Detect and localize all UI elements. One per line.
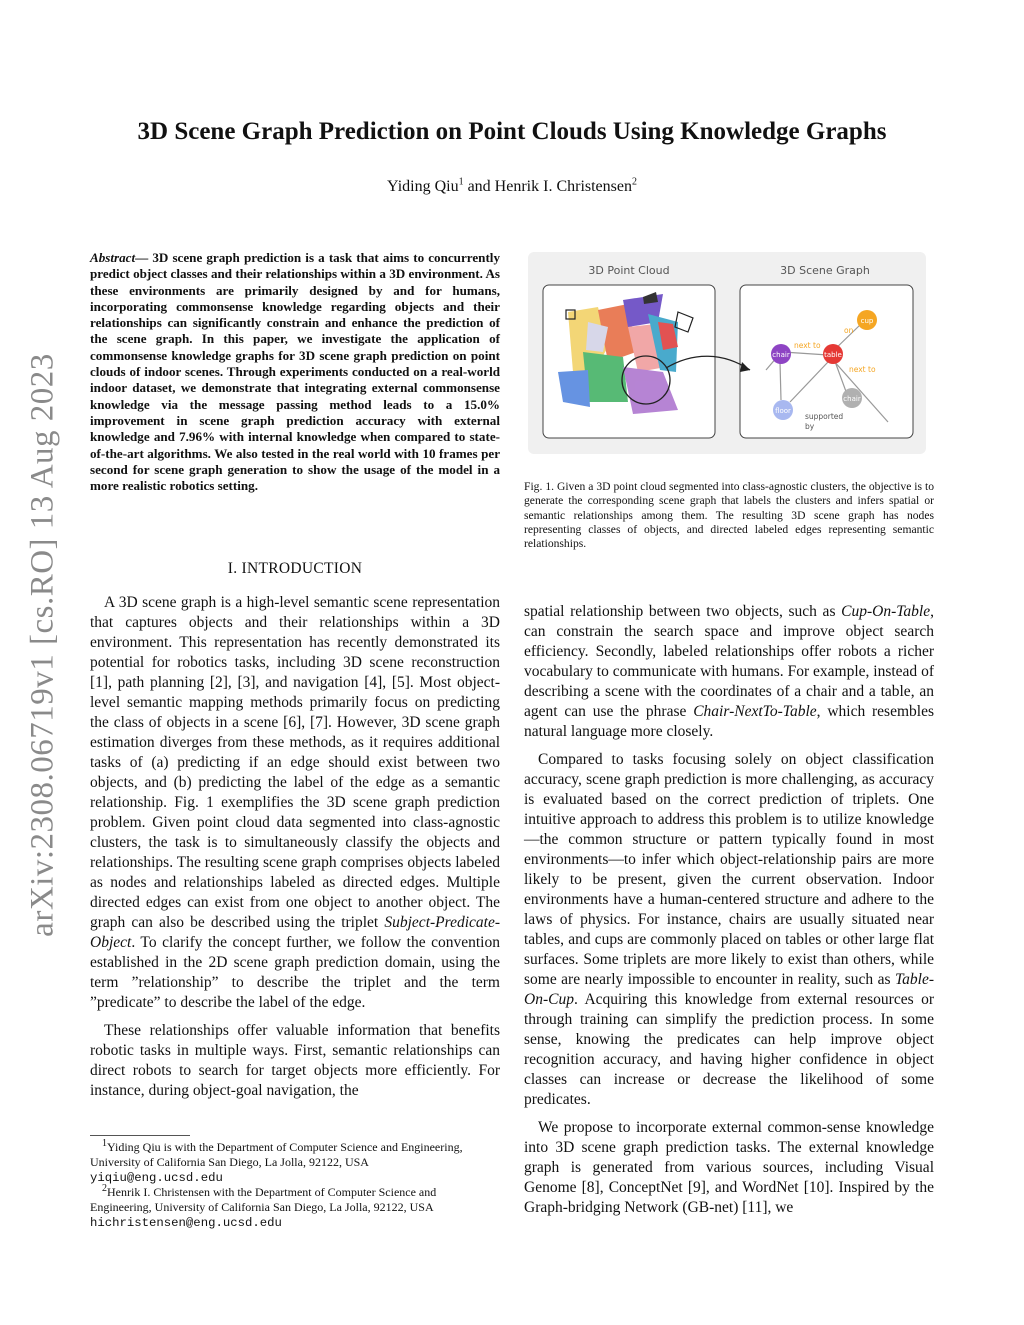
edge-next-to-1: next to — [794, 341, 821, 350]
section-heading-introduction: I. INTRODUCTION — [227, 560, 363, 577]
edge-on: on — [844, 326, 854, 335]
svg-text:table: table — [824, 351, 842, 359]
svg-text:chair: chair — [843, 395, 861, 403]
fig-left-title: 3D Point Cloud — [588, 264, 670, 277]
figure-1 — [528, 252, 926, 454]
svg-text:cup: cup — [860, 317, 874, 325]
svg-text:chair: chair — [772, 351, 790, 359]
intro-paragraph-1: A 3D scene graph is a high-level semantic scene representation that captures objects and their relationships within a 3D environment. This representation has recently demonstrated its potential for robotics tasks, including 3D scene reconstruction [1], path planning [2], [3], and navigation [4], [5]. Most object-level semantic mapping methods primarily focus on predicting the class of objects in a scene [6], [7]. However, 3D scene graph estimation diverges from these methods, as it requires additional tasks of (a) predicting if an edge should exist between two objects, and (b) predicting the label of the edge as a semantic relationship. Fig. 1 exemplifies the 3D scene graph prediction problem. Given point cloud data segmented into class-agnostic clusters, the task is to simultaneously classify the objects and relationships. The resulting scene graph comprises objects labeled as nodes and relationships labeled as directed edges. Multiple directed edges can exist from one object to another object. The graph can also be described using the triplet Subject-Predicate-Object. To clarify the concept further, we follow the convention established in the 2D scene graph prediction domain, using the term ”relationship” to describe the triplet and the term ”predicate” to describe the label of the edge. — [90, 594, 500, 1011]
abstract-text: — 3D scene graph prediction is a task that aims to concurrently predict object classes and their relationships within a 3D environment. As these environments are primarily designed by and for humans, incorporating commonsense knowledge regarding objects and their relationships can significantly constrain and enhance the prediction of the scene graph. In this paper, we investigate the application of commonsense knowledge graphs for 3D scene graph prediction on point clouds of indoor scenes. Through experiments conducted on a real-world indoor dataset, we demonstrate that integrating external commonsense knowledge via the message passing method leads to a 15.0% improvement in scene graph prediction accuracy with external knowledge and 7.96% with internal knowledge when compared to state-of-the-art algorithms. We also tested in the real world with 10 frames per second for scene graph generation to show the usage of the model in a more realistic robotics setting. — [90, 250, 500, 494]
svg-text:floor: floor — [775, 407, 791, 415]
footnote-2: $^2$Henrik I. Christensen with the Department of Computer Science and Engineering, University of California San Diego, La Jolla, 92122, USA hichristensen@eng.ucsd.edu — [90, 1183, 437, 1230]
paper-authors: Yiding Qiu$^1$ and Henrik I. Christensen$^2$ — [387, 176, 637, 195]
footnote-1-email: yiqiu@eng.ucsd.edu — [90, 1170, 223, 1185]
figure-1-graphic — [528, 252, 926, 454]
intro-paragraph-2: These relationships offer valuable information that benefits robotic tasks in multiple ways. First, semantic relationships can direct robots to search for target objects more efficiently. For instance, during object-goal navigation, the — [90, 1022, 500, 1099]
author-2: and Henrik I. Christensen — [467, 178, 632, 195]
arxiv-id: arXiv:2308.06719v1 [cs.RO] 13 Aug 2023 — [24, 353, 61, 937]
edge-next-to-2: next to — [849, 365, 876, 374]
edge-by: by — [805, 422, 815, 431]
introduction-text — [90, 593, 500, 1109]
right-paragraph-3: We propose to incorporate external common-sense knowledge into 3D scene graph prediction tasks. The external knowledge graph is generated from various sources, including Visual Genome [8], ConceptNet [9], and WordNet [10]. Inspired by the Graph-bridging Network (GB-net) [11], we — [524, 1119, 934, 1216]
fig-right-title: 3D Scene Graph — [780, 264, 870, 277]
author-1: Yiding Qiu — [387, 178, 459, 195]
abstract-label: Abstract — [90, 250, 136, 265]
right-paragraph-2: Compared to tasks focusing solely on object classification accuracy, scene graph prediction is more challenging, as accuracy is evaluated based on the correct prediction of triplets. One intuitive approach to address this problem is to utilize knowledge—the common structure or pattern typically found in most environments—to infer which object-relationship pairs are more likely to be present, given the current observation. Indoor environments have a human-centered structure and adhere to the laws of physics. For instance, chairs are usually situated near tables, and cups are commonly placed on tables or other large flat surfaces. Some triplets are more likely to exist than others, while some are nearly impossible to encounter in reality, such as Table-On-Cup. Acquiring this knowledge from external resources or through training can simplify the prediction process. In some sense, knowing the predicates can help improve object recognition accuracy, and having higher confidence in object classes can increase or decrease the likelihood of some predicates. — [524, 751, 934, 1108]
abstract — [90, 250, 500, 494]
footnotes — [90, 1135, 500, 1231]
edge-supported: supported — [805, 412, 844, 421]
right-column-text — [524, 602, 934, 1226]
paper-title: 3D Scene Graph Prediction on Point Clouds Using Knowledge Graphs — [137, 118, 887, 145]
footnote-rule — [90, 1135, 190, 1136]
figure-1-caption: Fig. 1. Given a 3D point cloud segmented into class-agnostic clusters, the objective is to generate the corresponding scene graph that labels the clusters and infers spatial or semantic relationships among them. The resulting 3D scene graph has nodes representing classes of objects, and directed labeled edges representing semantic relationships. — [524, 480, 934, 551]
footnote-2-email: hichristensen@eng.ucsd.edu — [90, 1215, 282, 1230]
right-paragraph-1: spatial relationship between two objects, such as Cup-On-Table, can constrain the search space and improve object search efficiency. Secondly, labeled relationships offer robots a richer vocabulary to communicate with humans. For example, instead of describing a scene with the coordinates of a chair and a table, an agent can use the phrase Chair-NextTo-Table, which resembles natural language more closely. — [524, 603, 934, 740]
footnote-1: $^1$Yiding Qiu is with the Department of Computer Science and Engineering, University of California San Diego, La Jolla, 92122, USA yiqiu@eng.ucsd.edu — [90, 1138, 463, 1185]
arxiv-sidebar — [18, 335, 68, 955]
